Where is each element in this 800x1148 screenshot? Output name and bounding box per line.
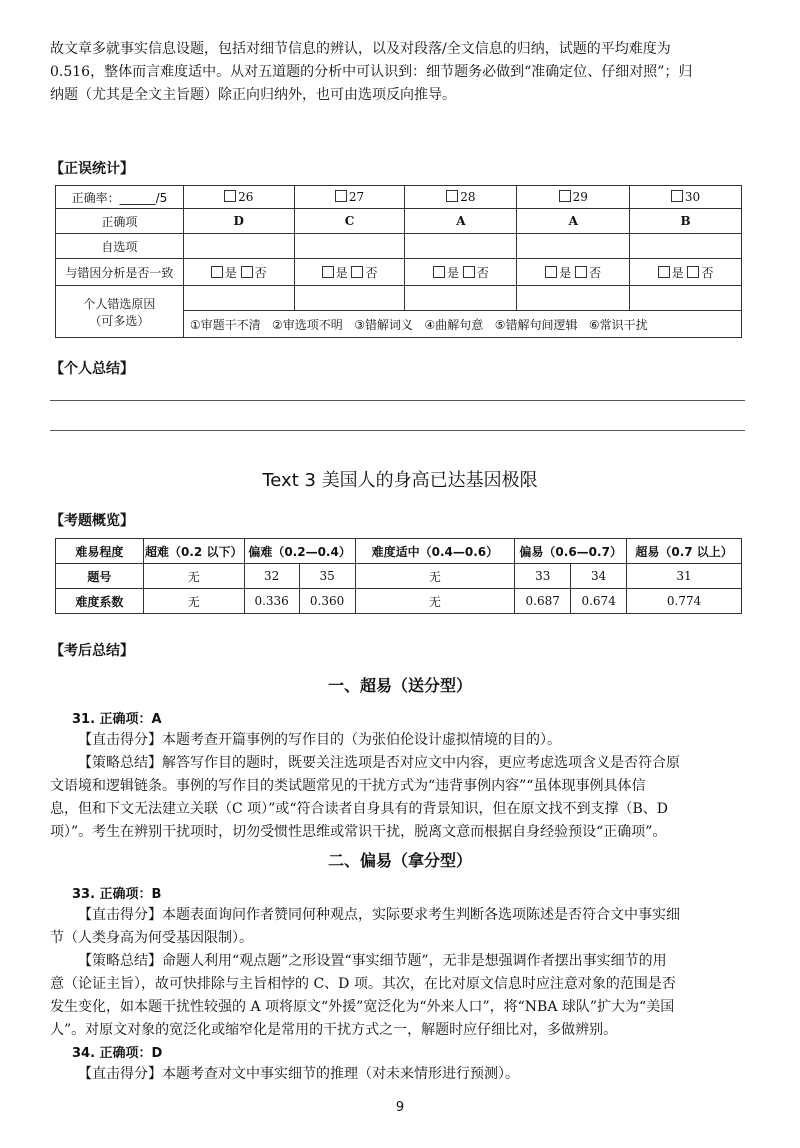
reason-option[interactable]: ④曲解句意 — [424, 317, 484, 332]
intro-line: 0.516，整体而言难度适中。从对五道题的分析中可认识到：细节题务必做到“准确定位、仔细对照”；归 — [50, 64, 693, 80]
section-super-easy-title: 一、超易（送分型） — [327, 676, 472, 695]
cell-coef: 0.336 — [244, 589, 299, 614]
reason-blank[interactable] — [630, 286, 742, 311]
intro-line: 纳题（尤其是全文主旨题）除正向归纳外，也可由选项反向推导。 — [50, 87, 456, 103]
checkbox-icon[interactable] — [463, 266, 475, 278]
reason-blank[interactable] — [183, 286, 294, 311]
checkbox-icon[interactable] — [211, 266, 223, 278]
checkbox-icon — [446, 190, 458, 202]
section-easy-title: 二、偏易（拿分型） — [327, 851, 472, 870]
q33-direct: 本题表面询问作者赞同何种观点，实际要求考生判断各选项陈述是否符合文中事实细 — [162, 907, 680, 923]
checkbox-icon — [224, 190, 236, 202]
checkbox-icon[interactable] — [575, 266, 587, 278]
self-choice-cell[interactable] — [294, 234, 405, 259]
cell-none: 无 — [355, 589, 515, 614]
cell-coef: 0.687 — [515, 589, 571, 614]
header-super-hard: 超难（0.2 以下） — [143, 539, 244, 564]
cell-coef: 0.674 — [571, 589, 627, 614]
page-number: 9 — [395, 1100, 405, 1115]
header-hard: 偏难（0.2—0.4） — [244, 539, 355, 564]
intro-paragraph — [50, 38, 750, 107]
reason-options — [183, 311, 741, 338]
strategy-tag: 【策略总结】 — [78, 953, 162, 969]
header-super-easy: 超易（0.7 以上） — [627, 539, 742, 564]
checkbox-icon[interactable] — [322, 266, 334, 278]
cell-coef: 0.774 — [627, 589, 742, 614]
checkbox-icon[interactable] — [687, 266, 699, 278]
yes-no-cell: 是 否 — [294, 259, 405, 286]
cell-num: 34 — [571, 564, 627, 589]
checkbox-icon[interactable] — [241, 266, 253, 278]
reason-option[interactable]: ③错解词义 — [354, 317, 414, 332]
checkbox-icon[interactable] — [433, 266, 445, 278]
self-choice-cell[interactable] — [517, 234, 630, 259]
reason-option[interactable]: ①审题干不清 — [189, 317, 261, 332]
checkbox-icon — [671, 190, 683, 202]
direct-tag: 【直击得分】 — [78, 1066, 162, 1082]
match-row-label: 与错因分析是否一致 — [56, 259, 184, 286]
q33-strategy: 人”。对原文对象的宽泛化或缩窄化是常用的干扰方式之一，解题时应仔细比对，多做辨别。 — [50, 1022, 618, 1038]
header-level: 难易程度 — [56, 539, 144, 564]
text-title: Text 3 美国人的身高已达基因极限 — [262, 470, 538, 491]
stats-label: 【正误统计】 — [50, 161, 134, 177]
reason-blank[interactable] — [405, 286, 517, 311]
cell-num: 31 — [627, 564, 742, 589]
cell-none: 无 — [143, 564, 244, 589]
cell-num: 33 — [515, 564, 571, 589]
question-checkbox[interactable]: 26 — [183, 186, 294, 209]
q34-body — [50, 1063, 750, 1086]
yes-no-cell: 是 否 — [517, 259, 630, 286]
self-choice-cell[interactable] — [183, 234, 294, 259]
q31-direct: 本题考查开篇事例的写作目的（为张伯伦设计虚拟情境的目的）。 — [162, 732, 561, 748]
personal-summary-label: 【个人总结】 — [50, 361, 134, 377]
strategy-tag: 【策略总结】 — [78, 755, 162, 771]
correct-answer: A — [405, 209, 517, 234]
question-checkbox[interactable]: 30 — [630, 186, 742, 209]
checkbox-icon — [335, 190, 347, 202]
q34-direct: 本题考查对文中事实细节的推理（对未来情形进行预测）。 — [162, 1066, 519, 1082]
q33-direct: 节（人类身高为何受基因限制）。 — [50, 930, 253, 946]
checkbox-icon — [559, 190, 571, 202]
intro-line: 故文章多就事实信息设题，包括对细节信息的辨认，以及对段落/全文信息的归纳，试题的平均难度为 — [50, 41, 671, 57]
reason-blank[interactable] — [294, 286, 405, 311]
reason-blank[interactable] — [517, 286, 630, 311]
checkbox-icon[interactable] — [658, 266, 670, 278]
q31-body — [50, 729, 750, 844]
correct-answer: D — [183, 209, 294, 234]
direct-tag: 【直击得分】 — [78, 732, 162, 748]
q33-strategy: 发生变化，如本题干扰性较强的 A 项将原文“外援”宽泛化为“外来人口”，将“NBA 球队”扩大为“美国 — [50, 999, 675, 1015]
q31-strategy: 息，但和下文无法建立关联（C 项）”或“符合读者自身具有的背景知识，但在原文找不到支撑（B、D — [50, 801, 668, 817]
direct-tag: 【直击得分】 — [78, 907, 162, 923]
correct-answer: C — [294, 209, 405, 234]
checkbox-icon[interactable] — [545, 266, 557, 278]
cell-none: 无 — [143, 589, 244, 614]
row-label-coef: 难度系数 — [56, 589, 144, 614]
self-choice-cell[interactable] — [405, 234, 517, 259]
q34-head: 34. 正确项：D — [72, 1046, 163, 1061]
reason-option[interactable]: ⑥常识干扰 — [588, 317, 648, 332]
question-checkbox[interactable]: 29 — [517, 186, 630, 209]
stats-table — [55, 185, 742, 338]
cell-coef: 0.360 — [299, 589, 355, 614]
self-choice-cell[interactable] — [630, 234, 742, 259]
cell-num: 32 — [244, 564, 299, 589]
accuracy-label: 正确率：______/5 — [56, 186, 184, 209]
writing-line[interactable] — [50, 430, 745, 431]
overview-label: 【考题概览】 — [50, 513, 134, 529]
checkbox-icon[interactable] — [351, 266, 363, 278]
self-choice-label: 自选项 — [56, 234, 184, 259]
header-easy: 偏易（0.6—0.7） — [515, 539, 627, 564]
correct-row-label: 正确项 — [56, 209, 184, 234]
q33-strategy: 命题人利用“观点题”之形设置“事实细节题”，无非是想强调作者摆出事实细节的用 — [162, 953, 667, 969]
yes-no-cell: 是 否 — [183, 259, 294, 286]
cell-num: 35 — [299, 564, 355, 589]
q33-strategy: 意（论证主旨），故可快排除与主旨相悖的 C、D 项。其次，在比对原文信息时应注意对象的范围是否 — [50, 976, 676, 992]
post-summary-label: 【考后总结】 — [50, 643, 134, 659]
q31-strategy: 项）”。考生在辨别干扰项时，切勿受惯性思维或常识干扰，脱离文意而根据自身经验预设“正确项”。 — [50, 824, 667, 840]
row-label-num: 题号 — [56, 564, 144, 589]
q31-strategy: 文语境和逻辑链条。事例的写作目的类试题常见的干扰方式为“违背事例内容”“虽体现事例具体信 — [50, 778, 646, 794]
q33-body — [50, 904, 750, 1042]
question-checkbox[interactable]: 27 — [294, 186, 405, 209]
q31-strategy: 解答写作目的题时，既要关注选项是否对应文中内容，更应考虑选项含义是否符合原 — [162, 755, 680, 771]
q31-head: 31. 正确项：A — [72, 712, 162, 727]
correct-answer: A — [517, 209, 630, 234]
writing-line[interactable] — [50, 400, 745, 401]
yes-no-cell: 是 否 — [405, 259, 517, 286]
header-medium: 难度适中（0.4—0.6） — [355, 539, 515, 564]
reason-row-label: 个人错选原因 （可多选） — [56, 286, 184, 338]
correct-answer: B — [630, 209, 742, 234]
reason-option[interactable]: ②审选项不明 — [272, 317, 343, 332]
q33-head: 33. 正确项：B — [72, 887, 162, 902]
question-checkbox[interactable]: 28 — [405, 186, 517, 209]
cell-none: 无 — [355, 564, 515, 589]
reason-option[interactable]: ⑤错解句间逻辑 — [494, 317, 578, 332]
overview-table — [55, 538, 742, 614]
yes-no-cell: 是 否 — [630, 259, 742, 286]
